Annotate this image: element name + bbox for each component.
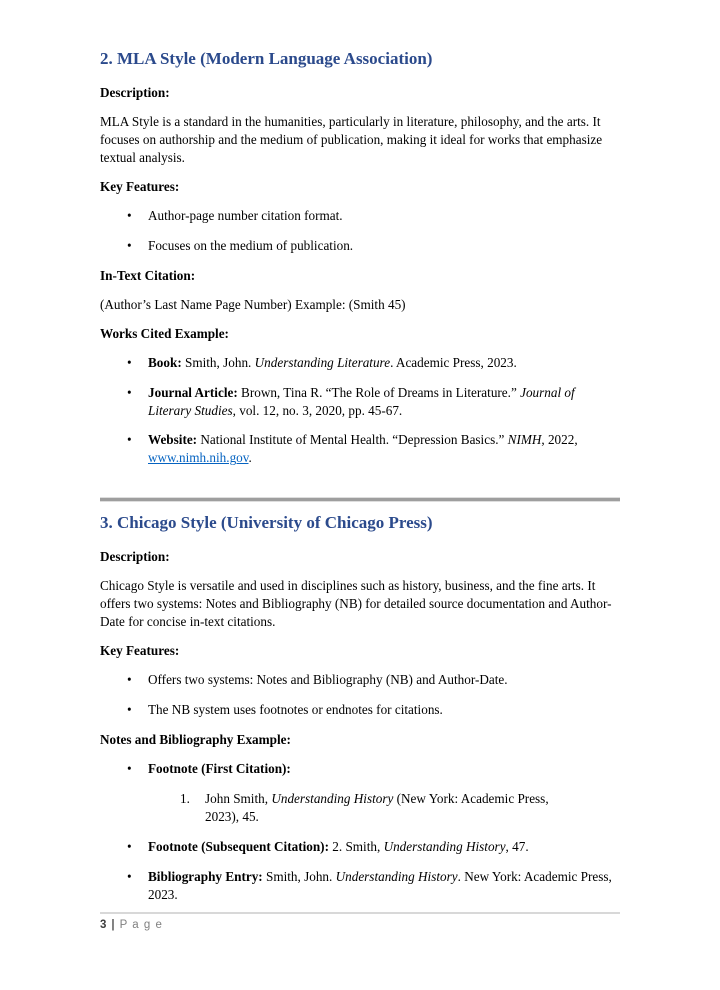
mla-description-paragraph: MLA Style is a standard in the humanities, particularly in literature, philosophy, and the arts. It focuses on authorship and the medium of publication, making it ideal for works that emphasize textual analysis. [100, 114, 603, 165]
nimh-website-link[interactable]: www.nimh.nih.gov [148, 450, 249, 466]
list-number: 1. [180, 791, 190, 807]
citation-title-italic: Understanding History [383, 838, 506, 854]
citation-text: . Academic Press, 2023. [390, 354, 517, 370]
section-divider-line [100, 497, 620, 502]
citation-type-label: Journal Article: [148, 384, 238, 400]
footer-page-number: 3 [100, 919, 108, 931]
citation-type-label: Book: [148, 354, 182, 370]
citation-title-italic: Understanding Literature [254, 354, 391, 370]
citation-text: Smith, John. [181, 354, 255, 370]
mla-description-label: Description: [100, 85, 170, 101]
chicago-description-paragraph: Chicago Style is versatile and used in disciplines such as history, business, and the fine arts. It offers two systems: Notes and Bibliography (NB) for detailed source documentation and Author-Date for concise in-text citations. [100, 578, 612, 630]
chicago-footnote-first-item [100, 760, 620, 778]
citation-type-label: Bibliography Entry: [148, 868, 263, 884]
citation-text: 2. Smith, [328, 838, 384, 854]
chicago-feature-text: The NB system uses footnotes or endnotes for citations. [148, 702, 443, 718]
chicago-nb-example-label: Notes and Bibliography Example: [100, 732, 291, 748]
page-footer [100, 912, 620, 934]
citation-title-italic: NIMH [507, 432, 542, 448]
mla-feature-item [100, 207, 620, 225]
citation-text: National Institute of Mental Health. “Depression Basics.” [197, 432, 508, 448]
mla-in-text-example: (Author’s Last Name Page Number) Example: (Smith 45) [100, 296, 406, 312]
chicago-feature-item [100, 671, 620, 689]
bullet-icon: • [127, 384, 132, 400]
bullet-icon: • [127, 207, 132, 223]
citation-text: , vol. 12, no. 3, 2020, pp. 45-67. [232, 402, 403, 418]
citation-title-italic: Journal of Literary Studies [148, 384, 575, 418]
bullet-icon: • [127, 672, 132, 688]
citation-text: John Smith, [205, 791, 272, 807]
citation-title-italic: Understanding History [271, 791, 394, 807]
chicago-bibliography-entry-item [100, 868, 620, 904]
mla-works-cited-item-journal [100, 384, 620, 420]
bullet-icon: • [127, 702, 132, 718]
citation-text: Smith, John. [262, 868, 336, 884]
chicago-footnote-subsequent-item [100, 838, 620, 856]
mla-feature-item [100, 237, 620, 255]
citation-text: , 2022, [541, 432, 578, 448]
footer-separator: | [111, 919, 116, 931]
citation-type-label: Footnote (First Citation): [148, 761, 291, 777]
mla-works-cited-item-website [100, 431, 620, 467]
bullet-icon: • [127, 354, 132, 370]
chicago-feature-text: Offers two systems: Notes and Bibliography (NB) and Author-Date. [148, 672, 508, 688]
chicago-footnote-numbered-item [100, 790, 585, 826]
citation-type-label: Footnote (Subsequent Citation): [148, 838, 329, 854]
chicago-section-heading: 3. Chicago Style (University of Chicago Press) [100, 513, 433, 533]
citation-text: (New York: Academic Press, 2023), 45. [205, 791, 549, 825]
mla-feature-text: Author-page number citation format. [148, 207, 343, 223]
citation-text: Brown, Tina R. “The Role of Dreams in Literature.” [237, 384, 521, 400]
bullet-icon: • [127, 761, 132, 777]
chicago-feature-item [100, 701, 620, 719]
mla-section-heading: 2. MLA Style (Modern Language Association) [100, 49, 433, 68]
bullet-icon: • [127, 868, 132, 884]
bullet-icon: • [127, 432, 132, 448]
bullet-icon: • [127, 838, 132, 854]
mla-works-cited-label: Works Cited Example: [100, 325, 229, 341]
citation-text: . [248, 450, 252, 466]
citation-title-italic: Understanding History [335, 868, 458, 884]
footer-page-label: P a g e [119, 919, 163, 931]
chicago-description-label: Description: [100, 549, 170, 565]
citation-text: . New York: Academic Press, 2023. [148, 868, 612, 902]
mla-in-text-label: In-Text Citation: [100, 267, 196, 283]
mla-works-cited-item-book [100, 354, 620, 372]
mla-key-features-label: Key Features: [100, 178, 180, 194]
citation-type-label: Website: [148, 432, 198, 448]
chicago-key-features-label: Key Features: [100, 643, 180, 659]
mla-feature-text: Focuses on the medium of publication. [148, 237, 354, 253]
bullet-icon: • [127, 237, 132, 253]
citation-text: , 47. [505, 838, 529, 854]
